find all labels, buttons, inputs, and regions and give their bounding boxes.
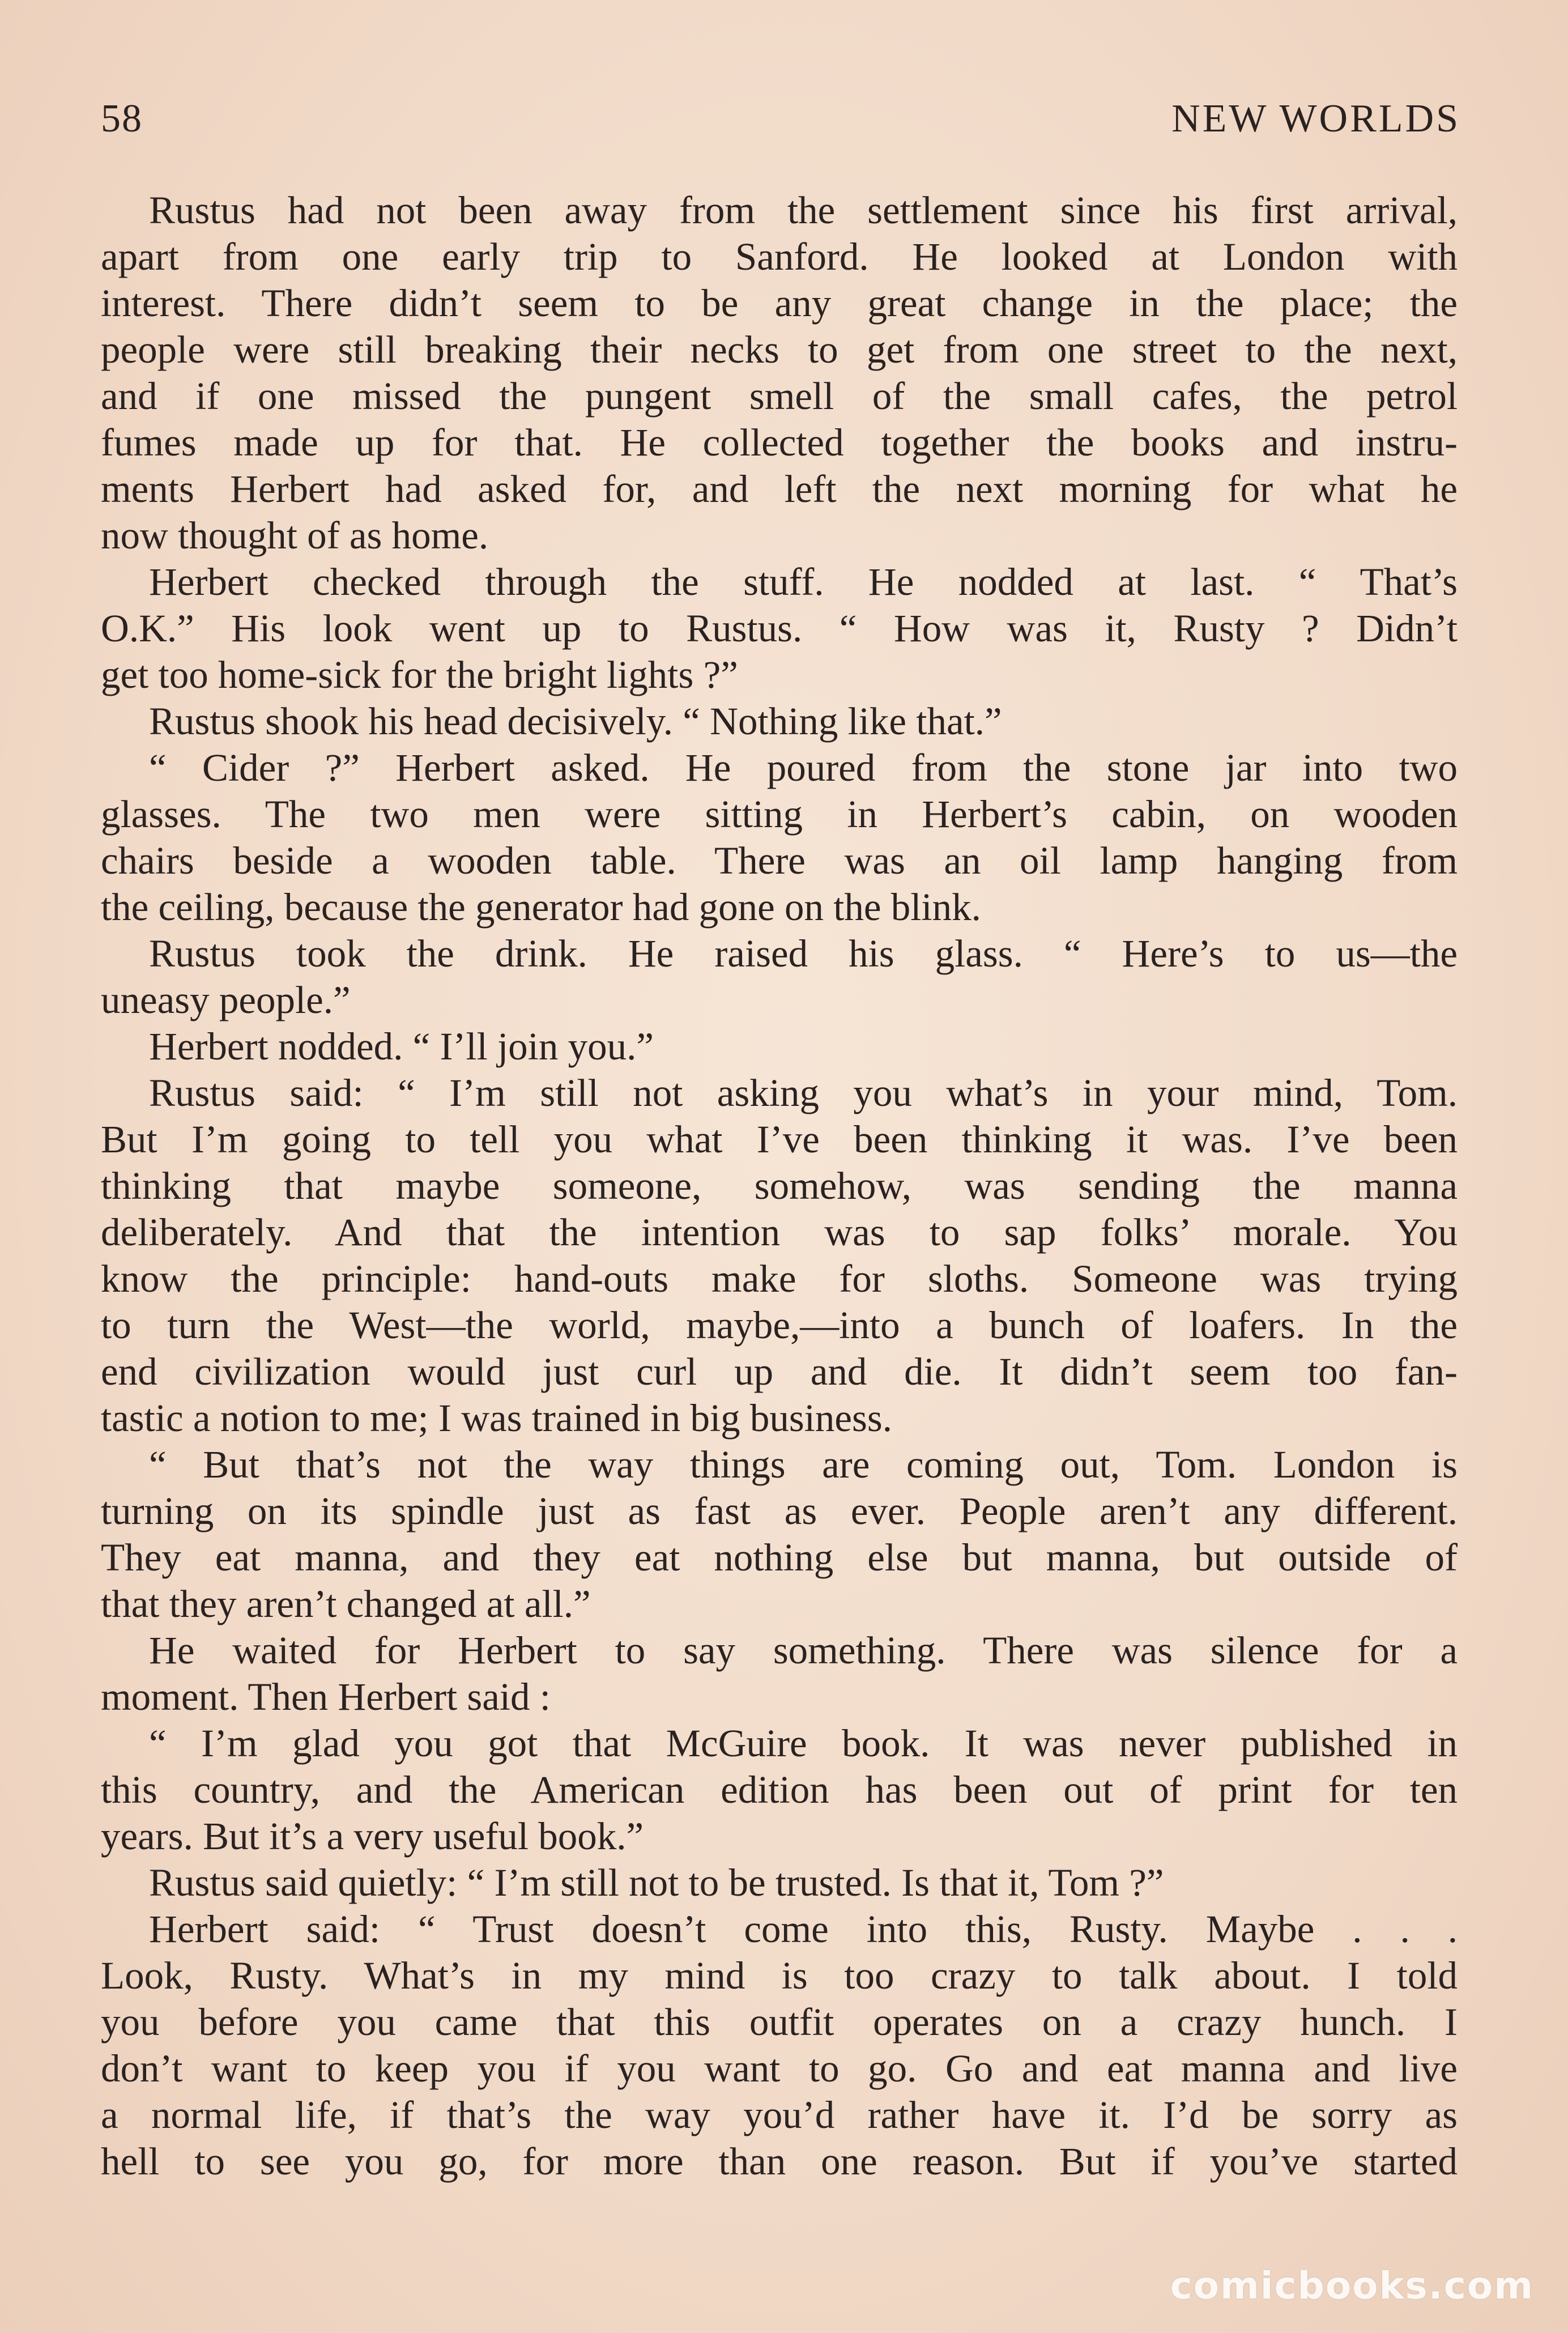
text-line: interest. There didn’t seem to be any great change in the place; the	[101, 282, 1458, 325]
text-line: Herbert nodded. “ I’ll join you.”	[149, 1025, 654, 1068]
text-line: deliberately. And that the intention was to sap folks’ morale. You	[101, 1211, 1458, 1254]
text-line: He waited for Herbert to say something. There was silence for a	[149, 1629, 1458, 1672]
text-line: ments Herbert had asked for, and left the next morning for what he	[101, 467, 1458, 510]
body-text	[101, 187, 1458, 2185]
running-head: NEW WORLDS	[1171, 97, 1460, 141]
text-line: moment. Then Herbert said :	[101, 1675, 551, 1718]
text-line: Rustus shook his head decisively. “ Nothing like that.”	[149, 700, 1002, 743]
text-line: that they aren’t changed at all.”	[101, 1582, 591, 1625]
text-line: you before you came that this outfit operates on a crazy hunch. I	[101, 2000, 1458, 2043]
text-line: Rustus said quietly: “ I’m still not to be trusted. Is that it, Tom ?”	[149, 1861, 1164, 1904]
text-line: get too home-sick for the bright lights ?”	[101, 653, 738, 696]
text-line: But I’m going to tell you what I’ve been thinking it was. I’ve been	[101, 1118, 1458, 1161]
text-line: “ But that’s not the way things are coming out, Tom. London is	[149, 1443, 1458, 1486]
text-line: and if one missed the pungent smell of the small cafes, the petrol	[101, 374, 1458, 418]
text-line: to turn the West—the world, maybe,—into a bunch of loafers. In the	[101, 1304, 1458, 1347]
text-line: a normal life, if that’s the way you’d rather have it. I’d be sorry as	[101, 2093, 1458, 2136]
text-line: now thought of as home.	[101, 514, 489, 557]
text-line: the ceiling, because the generator had gone on the blink.	[101, 885, 981, 929]
text-line: fumes made up for that. He collected together the books and instru-	[101, 421, 1458, 464]
text-line: uneasy people.”	[101, 978, 351, 1021]
page-header	[101, 96, 1460, 153]
text-line: end civilization would just curl up and die. It didn’t seem too fan-	[101, 1350, 1458, 1393]
text-line: people were still breaking their necks to get from one street to the next,	[101, 328, 1458, 371]
text-line: They eat manna, and they eat nothing else but manna, but outside of	[101, 1536, 1458, 1579]
text-line: Look, Rusty. What’s in my mind is too crazy to talk about. I told	[101, 1954, 1458, 1997]
text-line: Rustus said: “ I’m still not asking you what’s in your mind, Tom.	[149, 1071, 1458, 1114]
text-line: years. But it’s a very useful book.”	[101, 1815, 644, 1858]
text-line: tastic a notion to me; I was trained in big business.	[101, 1397, 893, 1440]
text-line: turning on its spindle just as fast as ever. People aren’t any different.	[101, 1489, 1458, 1532]
page-number: 58	[101, 97, 143, 141]
text-line: chairs beside a wooden table. There was an oil lamp hanging from	[101, 839, 1458, 882]
text-line: don’t want to keep you if you want to go. Go and eat manna and live	[101, 2047, 1458, 2090]
text-line: apart from one early trip to Sanford. He looked at London with	[101, 235, 1458, 278]
text-line: know the principle: hand-outs make for sloths. Someone was trying	[101, 1257, 1458, 1300]
text-line: hell to see you go, for more than one reason. But if you’ve started	[101, 2140, 1458, 2183]
text-line: thinking that maybe someone, somehow, was sending the manna	[101, 1164, 1458, 1207]
watermark: comicbooks.com	[1170, 2264, 1534, 2308]
text-line: Herbert said: “ Trust doesn’t come into this, Rusty. Maybe . . .	[149, 1908, 1458, 1951]
text-line: O.K.” His look went up to Rustus. “ How was it, Rusty ? Didn’t	[101, 607, 1458, 650]
text-line: Rustus had not been away from the settlement since his first arrival,	[149, 189, 1458, 232]
text-line: this country, and the American edition has been out of print for ten	[101, 1768, 1458, 1811]
text-line: glasses. The two men were sitting in Herbert’s cabin, on wooden	[101, 793, 1458, 836]
text-line: “ I’m glad you got that McGuire book. It was never published in	[149, 1722, 1458, 1765]
text-line: Herbert checked through the stuff. He nodded at last. “ That’s	[149, 560, 1458, 603]
text-line: “ Cider ?” Herbert asked. He poured from the stone jar into two	[149, 746, 1458, 789]
text-line: Rustus took the drink. He raised his glass. “ Here’s to us—the	[149, 932, 1458, 975]
